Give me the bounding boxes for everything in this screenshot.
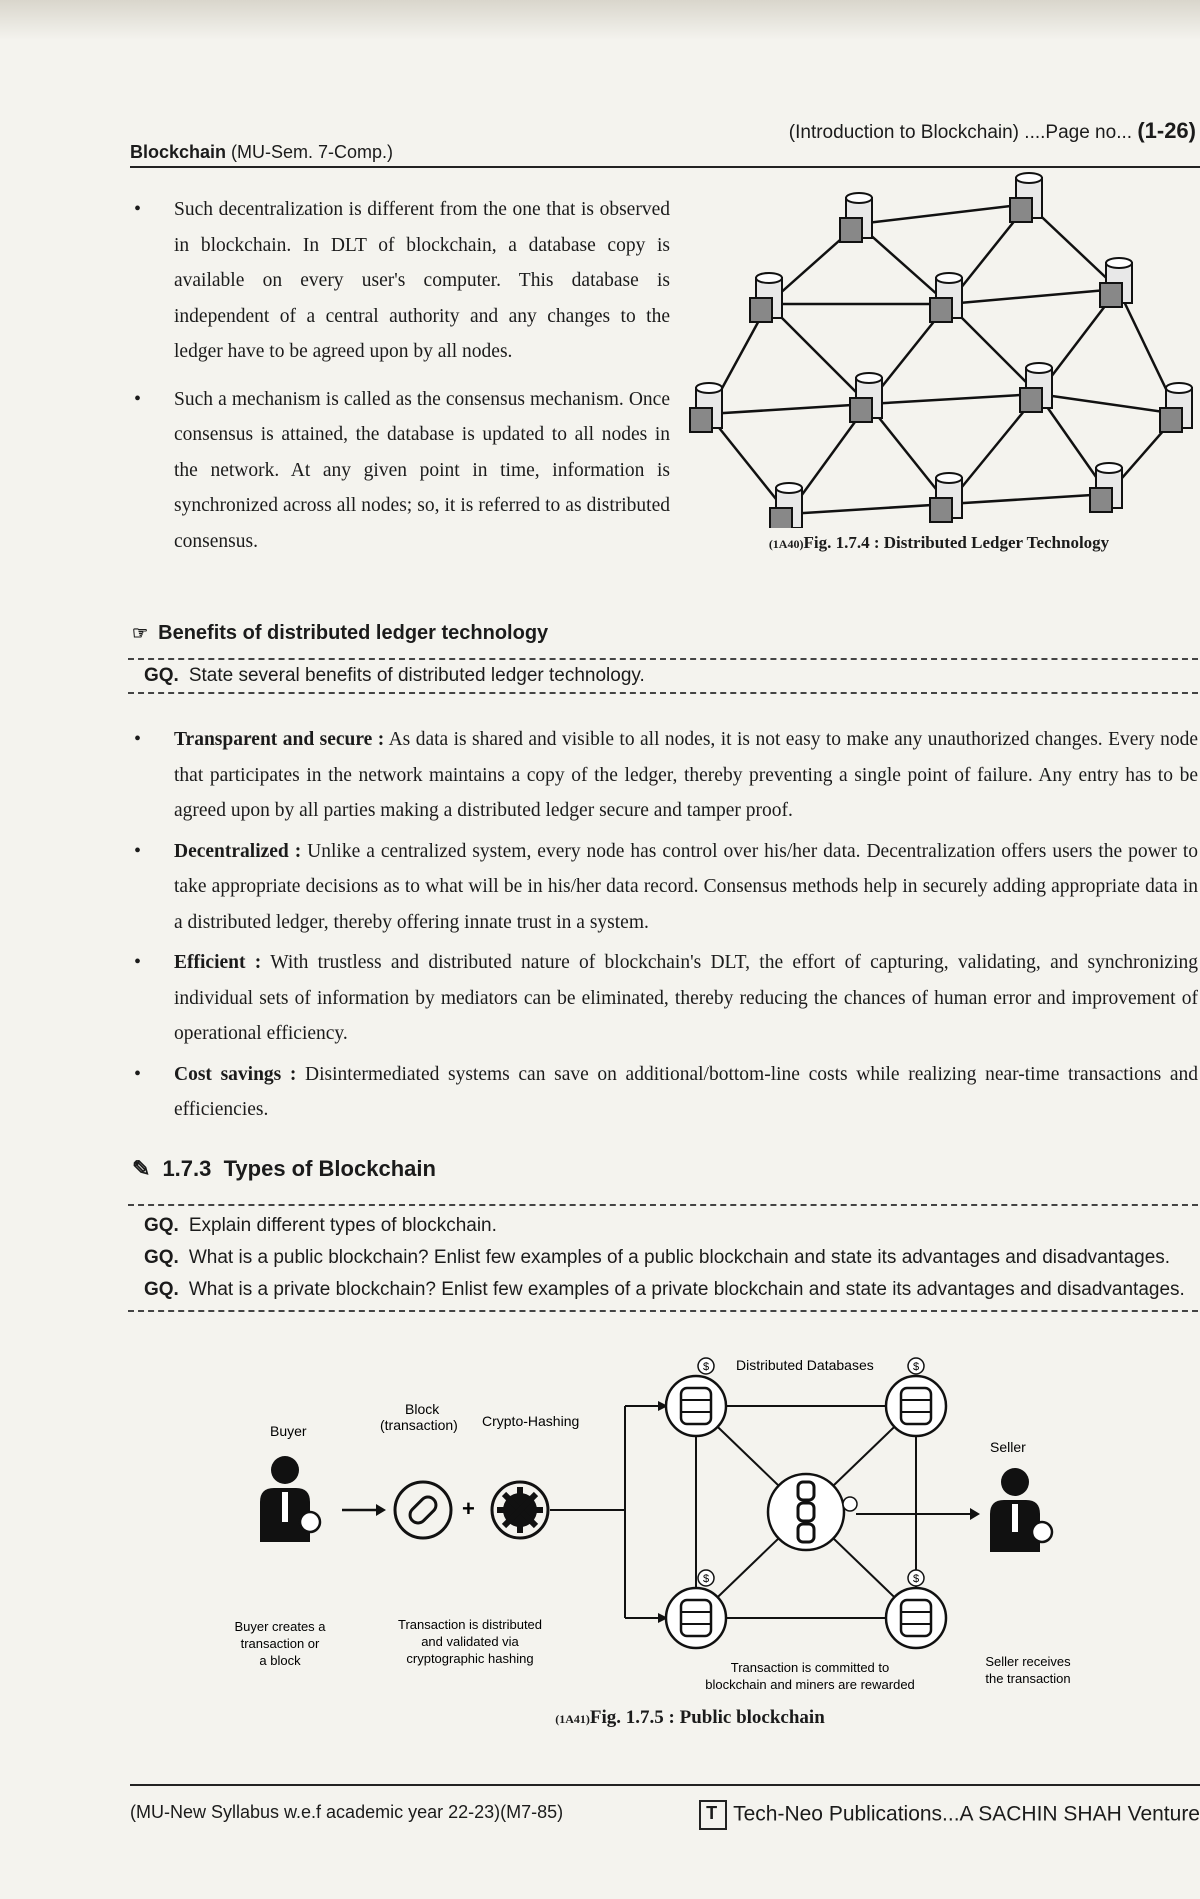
network-link bbox=[788, 504, 948, 514]
seller-icon bbox=[990, 1468, 1052, 1552]
benefit-item: • Cost savings : Disintermediated systems can save on additional/bottom-line costs while realizing near-time transactions and efficiencies. bbox=[130, 1057, 1198, 1128]
publisher-logo-icon bbox=[699, 1800, 727, 1830]
types-section-heading: ✎ 1.7.3 Types of Blockchain bbox=[132, 1156, 436, 1181]
distributed-databases-label: Distributed Databases bbox=[736, 1357, 874, 1373]
network-link bbox=[1038, 394, 1178, 414]
figure-distributed-ledger bbox=[680, 158, 1198, 558]
public-blockchain-diagram bbox=[230, 1352, 1150, 1692]
seller-label: Seller bbox=[990, 1439, 1026, 1455]
benefit-item: • Transparent and secure : As data is shared and visible to all nodes, it is not easy to make any unauthorized changes. Every node that participates in the network maintains a copy of the ledger, thereby preventing a single point of failure. Any entry has to be agreed upon by all parties making a distributed ledger secure and tamper proof. bbox=[130, 722, 1198, 829]
pen-icon: ✎ bbox=[132, 1156, 151, 1181]
syllabus-note: (MU-New Syllabus w.e.f academic year 22-23)(M7-85) bbox=[130, 1802, 564, 1822]
tx-desc-line: and validated via bbox=[421, 1634, 519, 1649]
ledger-node-icon bbox=[750, 273, 782, 322]
intro-bullet: • Such a mechanism is called as the consensus mechanism. Once consensus is attained, the database is updated to all nodes in the network. At any given point in time, information is synchronized across all nodes; so, it is referred to as distributed consensus. bbox=[130, 382, 670, 560]
benefits-heading: ☞ Benefits of distributed ledger technology bbox=[132, 622, 549, 644]
page-edge-shadow bbox=[0, 0, 1200, 40]
ledger-node-icon bbox=[1090, 463, 1122, 512]
intro-bullet: • Such decentralization is different from the one that is observed in blockchain. In DLT of blockchain, a database copy is available on every user's computer. This database is independent of a central authority and any changes to the ledger have to be agreed upon by all nodes. bbox=[130, 192, 670, 370]
chapter-page-ref: (Introduction to Blockchain) ....Page no... (1-26) bbox=[788, 118, 1196, 143]
tx-desc-line: Transaction is distributed bbox=[397, 1617, 543, 1632]
chain-link-icon bbox=[395, 1482, 451, 1538]
publisher: T Tech-Neo Publications...A SACHIN SHAH Venture bbox=[699, 1800, 1200, 1830]
block-sub-label: (transaction) bbox=[380, 1417, 458, 1433]
network-link bbox=[858, 204, 1028, 224]
ledger-node-icon bbox=[850, 373, 882, 422]
buyer-desc-line: a block bbox=[259, 1653, 301, 1668]
dlt-network-diagram bbox=[680, 158, 1198, 528]
figure-caption: (1A41)Fig. 1.7.5 : Public blockchain bbox=[555, 1707, 825, 1728]
ledger-node-icon bbox=[1100, 258, 1132, 307]
ledger-node-icon bbox=[690, 383, 722, 432]
figure-caption: (1A40)Fig. 1.7.4 : Distributed Ledger Technology bbox=[768, 533, 1110, 552]
network-link bbox=[948, 494, 1108, 504]
svg-text:$: $ bbox=[702, 1573, 710, 1585]
database-icon bbox=[666, 1588, 726, 1648]
tx-desc-line: cryptographic hashing bbox=[406, 1651, 534, 1666]
buyer-label: Buyer bbox=[270, 1423, 307, 1439]
question-item: GQ. Explain different types of blockchain. bbox=[144, 1215, 497, 1236]
benefits-list bbox=[130, 722, 1198, 1133]
svg-text:$: $ bbox=[912, 1573, 920, 1585]
ledger-node-icon bbox=[930, 473, 962, 522]
database-icon bbox=[666, 1376, 726, 1436]
figure-public-blockchain bbox=[230, 1352, 1150, 1732]
question-item: GQ. What is a public blockchain? Enlist few examples of a public blockchain and state its advantages and disadvantages. bbox=[144, 1247, 1171, 1268]
types-question-box bbox=[128, 1204, 1198, 1312]
seller-desc-line: Seller receives bbox=[985, 1654, 1071, 1669]
svg-text:$: $ bbox=[702, 1361, 710, 1373]
buyer-desc-line: transaction or bbox=[240, 1636, 320, 1651]
gear-icon bbox=[492, 1482, 548, 1538]
ledger-node-icon bbox=[840, 193, 872, 242]
benefit-item: • Efficient : With trustless and distributed nature of blockchain's DLT, the effort of capturing, validating, and synchronizing individual sets of information by mediators can be eliminated, thereby reducing the chances of human error and improvement of operational efficiency. bbox=[130, 945, 1198, 1052]
seller-desc-line: the transaction bbox=[985, 1671, 1071, 1686]
ledger-node-icon bbox=[1020, 363, 1052, 412]
crypto-hashing-label: Crypto-Hashing bbox=[482, 1413, 580, 1429]
buyer-icon bbox=[260, 1456, 320, 1542]
svg-text:$: $ bbox=[912, 1361, 920, 1373]
benefits-question-box bbox=[128, 658, 1198, 694]
page-footer bbox=[130, 1784, 1200, 1844]
page-number: (1-26) bbox=[1137, 118, 1196, 143]
footer-rule bbox=[130, 1784, 1200, 1786]
blockchain-chain-icon bbox=[768, 1474, 857, 1550]
network-link bbox=[948, 289, 1118, 304]
network-link bbox=[708, 404, 868, 414]
book-title: Blockchain (MU-Sem. 7-Comp.) bbox=[130, 142, 394, 162]
block-label: Block bbox=[405, 1401, 440, 1417]
commit-desc-line: blockchain and miners are rewarded bbox=[705, 1677, 915, 1692]
pointing-hand-icon: ☞ bbox=[132, 623, 149, 643]
benefit-item: • Decentralized : Unlike a centralized system, every node has control over his/her data. Decentralization offers users the power to take appropriate decisions as to what will be in his/her data record. Consensus methods help in securely adding appropriate data in a distributed ledger, thereby offering innate trust in a system. bbox=[130, 834, 1198, 941]
database-icon bbox=[886, 1588, 946, 1648]
ledger-node-icon bbox=[930, 273, 962, 322]
buyer-desc-line: Buyer creates a bbox=[234, 1619, 326, 1634]
ledger-node-icon bbox=[770, 483, 802, 528]
intro-bullets bbox=[130, 192, 670, 571]
database-icon bbox=[886, 1376, 946, 1436]
question-item: GQ. What is a private blockchain? Enlist few examples of a private blockchain and state its advantages and disadvantages. bbox=[144, 1279, 1185, 1300]
ledger-node-icon bbox=[1160, 383, 1192, 432]
ledger-node-icon bbox=[1010, 173, 1042, 222]
commit-desc-line: Transaction is committed to bbox=[730, 1660, 890, 1675]
network-link bbox=[868, 394, 1038, 404]
plus-sign: + bbox=[462, 1496, 475, 1521]
question-item: GQ. State several benefits of distributed ledger technology. bbox=[144, 665, 645, 686]
